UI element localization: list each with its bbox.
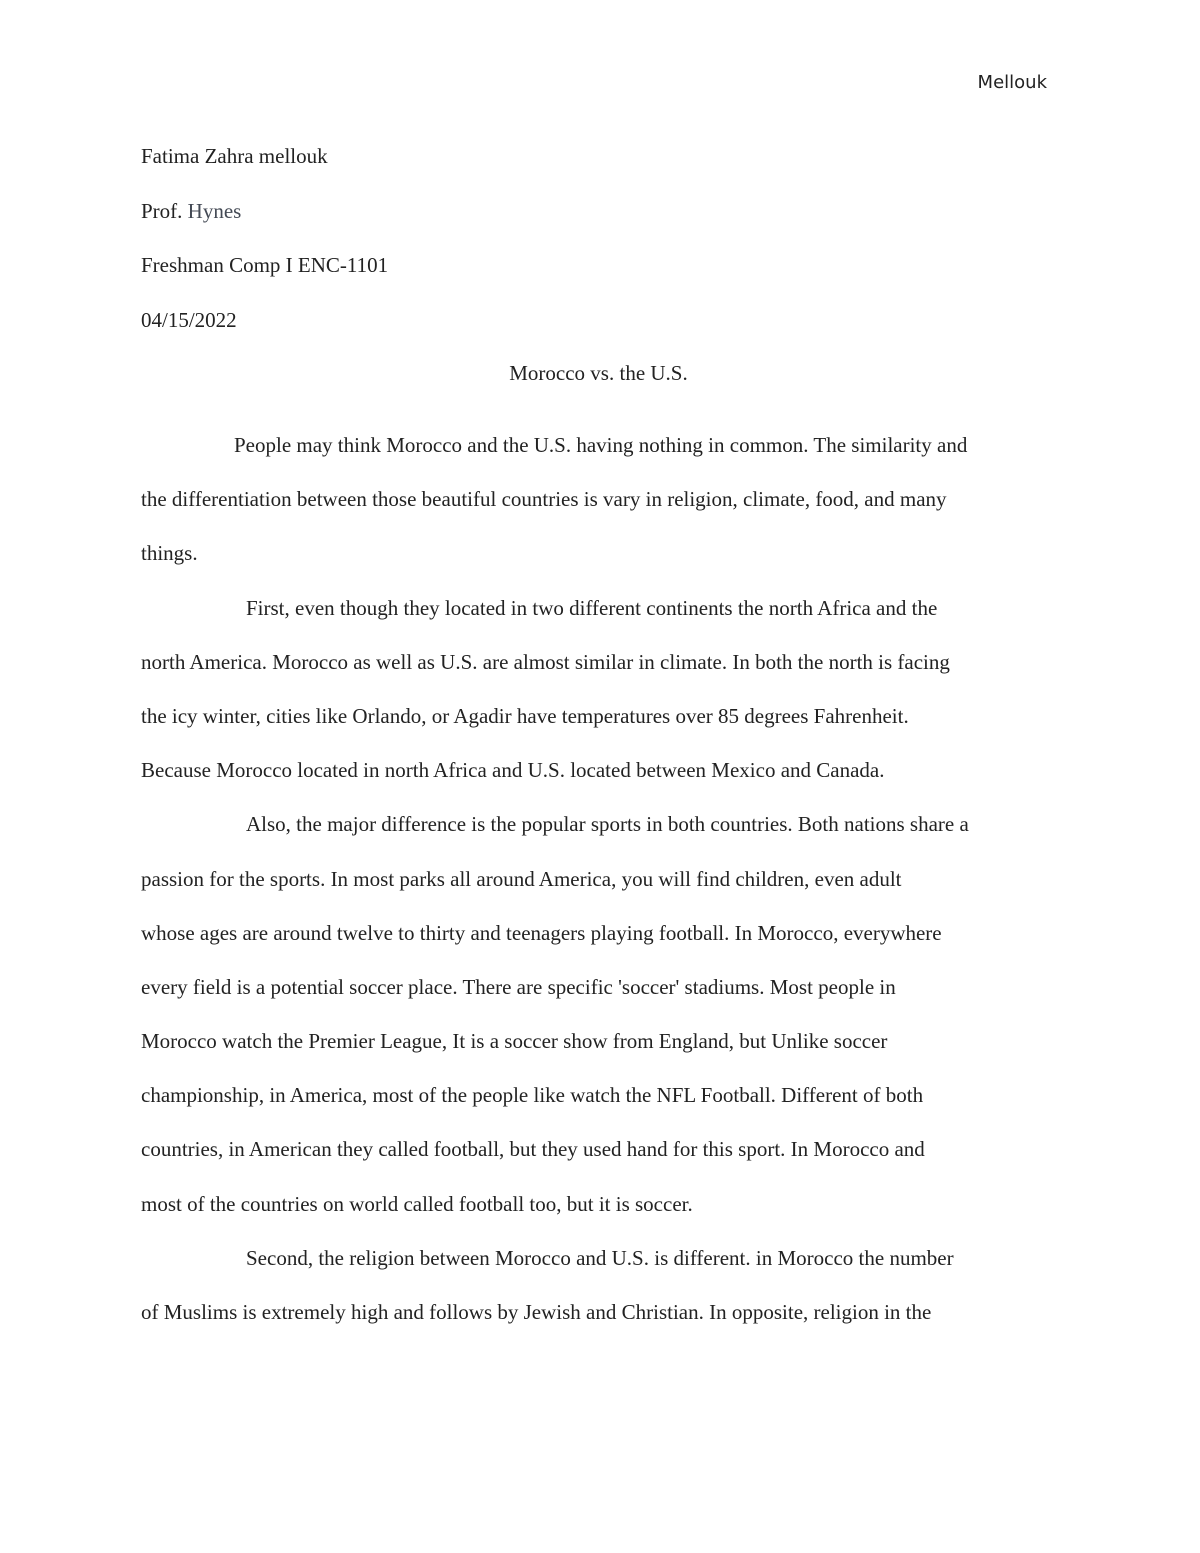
mla-heading: [141, 143, 388, 361]
essay-body: [141, 432, 1066, 1353]
essay-title: Morocco vs. the U.S.: [509, 361, 688, 385]
text-line: Second, the religion between Morocco and U.S. is different. in Morocco the number: [246, 1245, 954, 1270]
course-name: Freshman Comp I ENC-1101: [141, 253, 389, 277]
text-line: championship, in America, most of the people like watch the NFL Football. Different of both: [141, 1083, 924, 1108]
text-line: Because Morocco located in north Africa and U.S. located between Mexico and Canada.: [141, 758, 885, 783]
paragraph-intro: [141, 432, 1066, 595]
text-line: north America. Morocco as well as U.S. are almost similar in climate. In both the north is facing: [141, 649, 950, 674]
text-line: People may think Morocco and the U.S. having nothing in common. The similarity and: [234, 433, 968, 457]
text-line: First, even though they located in two different continents the north Africa and the: [246, 595, 938, 620]
text-line: every field is a potential soccer place. There are specific 'soccer' stadiums. Most people in: [141, 974, 896, 999]
professor-name: Hynes: [187, 198, 242, 223]
text-line: whose ages are around twelve to thirty and teenagers playing football. In Morocco, everywhere: [141, 920, 942, 945]
text-line: countries, in American they called football, but they used hand for this sport. In Morocco and: [141, 1137, 925, 1162]
running-head: Mellouk: [977, 72, 1047, 93]
essay-date: 04/15/2022: [141, 307, 237, 332]
student-name: Fatima Zahra mellouk: [141, 144, 328, 168]
text-line: the icy winter, cities like Orlando, or Agadir have temperatures over 85 degrees Fahrenheit.: [141, 703, 909, 728]
text-line: passion for the sports. In most parks all around America, you will find children, even adult: [141, 866, 902, 891]
text-line: most of the countries on world called football too, but it is soccer.: [141, 1191, 693, 1216]
paragraph-sports: [141, 811, 1066, 1245]
text-line: Morocco watch the Premier League, It is a soccer show from England, but Unlike soccer: [141, 1029, 888, 1054]
text-line: things.: [141, 541, 198, 566]
professor-prefix: Prof.: [141, 198, 188, 223]
paragraph-climate: [141, 595, 1066, 812]
text-line: of Muslims is extremely high and follows by Jewish and Christian. In opposite, religion in the: [141, 1300, 932, 1324]
text-line: the differentiation between those beautiful countries is vary in religion, climate, food, and many: [141, 487, 947, 512]
paragraph-religion: [141, 1245, 1066, 1353]
text-line: Also, the major difference is the popular sports in both countries. Both nations share a: [246, 812, 969, 837]
professor-line: [141, 198, 388, 253]
